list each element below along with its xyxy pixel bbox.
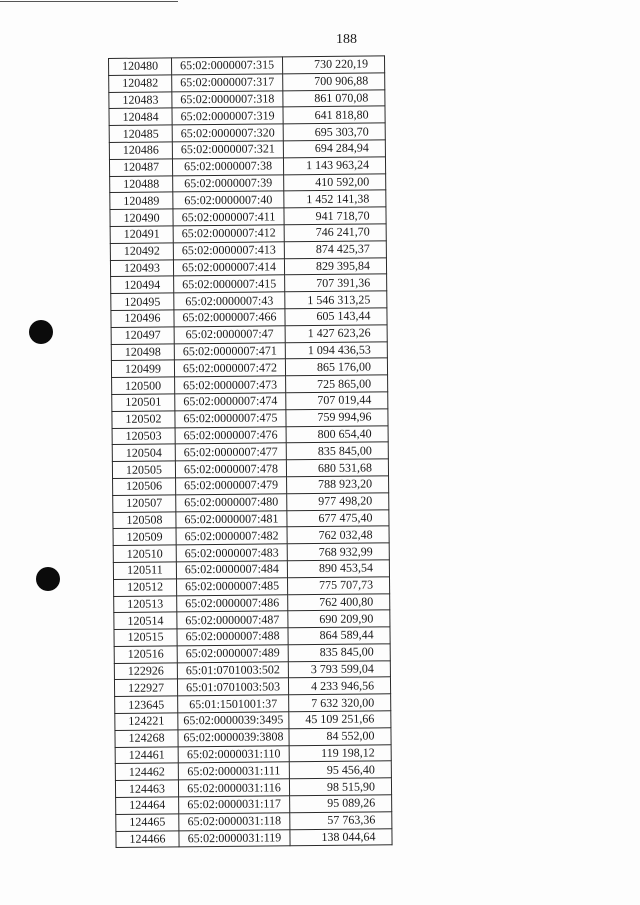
record-number-cell: 120504 <box>112 444 175 461</box>
value-cell: 3 793 599,04 <box>288 661 390 679</box>
record-number-cell: 124464 <box>116 797 179 814</box>
value-cell: 641 818,80 <box>283 106 385 124</box>
value-cell: 707 019,44 <box>286 392 388 410</box>
record-number-cell: 120513 <box>114 595 177 612</box>
cadastral-number-cell: 65:02:0000007:466 <box>174 309 285 327</box>
cadastral-number-cell: 65:02:0000007:39 <box>173 174 284 192</box>
record-number-cell: 120483 <box>109 91 172 108</box>
punch-hole <box>36 567 60 591</box>
value-cell: 4 233 946,56 <box>288 677 390 695</box>
record-number-cell: 122926 <box>114 663 177 680</box>
record-number-cell: 124221 <box>115 713 178 730</box>
record-number-cell: 120489 <box>110 192 173 209</box>
record-number-cell: 120506 <box>113 478 176 495</box>
record-number-cell: 120480 <box>109 58 172 75</box>
record-number-cell: 124461 <box>115 747 178 764</box>
cadastral-number-cell: 65:02:0000007:478 <box>175 460 286 478</box>
value-cell: 680 531,68 <box>286 459 388 477</box>
record-number-cell: 124268 <box>115 730 178 747</box>
record-number-cell: 120484 <box>109 108 172 125</box>
cadastral-number-cell: 65:02:0000007:413 <box>173 242 284 260</box>
record-number-cell: 120511 <box>113 562 176 579</box>
cadastral-number-cell: 65:02:0000007:484 <box>176 561 287 579</box>
record-number-cell: 120499 <box>111 360 174 377</box>
value-cell: 762 032,48 <box>287 526 389 544</box>
value-cell: 7 632 320,00 <box>289 694 391 712</box>
cadastral-number-cell: 65:02:0000007:488 <box>177 628 288 646</box>
cadastral-number-cell: 65:02:0000007:476 <box>175 426 286 444</box>
record-number-cell: 120505 <box>112 461 175 478</box>
record-number-cell: 120507 <box>113 495 176 512</box>
cadastral-number-cell: 65:02:0000007:414 <box>173 258 284 276</box>
cadastral-number-cell: 65:02:0000007:320 <box>172 124 283 142</box>
cadastral-number-cell: 65:02:0000007:472 <box>174 359 285 377</box>
record-number-cell: 120501 <box>112 394 175 411</box>
cadastral-number-cell: 65:02:0000039:3495 <box>178 712 289 730</box>
value-cell: 605 143,44 <box>285 308 387 326</box>
cadastral-number-cell: 65:02:0000031:117 <box>179 796 290 814</box>
cadastral-number-cell: 65:02:0000007:473 <box>175 376 286 394</box>
table-body <box>109 56 393 848</box>
record-number-cell: 120510 <box>113 545 176 562</box>
value-cell: 1 452 141,38 <box>284 190 386 208</box>
record-number-cell: 120485 <box>109 125 172 142</box>
value-cell: 1 427 623,26 <box>285 325 387 343</box>
value-cell: 677 475,40 <box>287 509 389 527</box>
record-number-cell: 124462 <box>115 763 178 780</box>
cadastral-number-cell: 65:02:0000007:415 <box>174 275 285 293</box>
value-cell: 410 592,00 <box>284 173 386 191</box>
cadastral-number-cell: 65:02:0000007:43 <box>174 292 285 310</box>
value-cell: 864 589,44 <box>288 627 390 645</box>
value-cell: 746 241,70 <box>284 224 386 242</box>
record-number-cell: 120514 <box>114 612 177 629</box>
cadastral-number-cell: 65:02:0000007:475 <box>175 410 286 428</box>
record-number-cell: 120487 <box>109 159 172 176</box>
cadastral-number-cell: 65:02:0000007:487 <box>177 611 288 629</box>
value-cell: 775 707,73 <box>287 577 389 595</box>
value-cell: 707 391,36 <box>285 274 387 292</box>
cadastral-number-cell: 65:02:0000007:477 <box>175 443 286 461</box>
cadastral-number-cell: 65:02:0000031:119 <box>179 829 290 847</box>
cadastral-number-cell: 65:02:0000007:474 <box>175 393 286 411</box>
record-number-cell: 120500 <box>112 377 175 394</box>
value-cell: 800 654,40 <box>286 425 388 443</box>
cadastral-number-cell: 65:02:0000007:321 <box>172 141 283 159</box>
page-number: 188 <box>336 32 357 47</box>
cadastral-number-cell: 65:02:0000007:38 <box>172 158 283 176</box>
value-cell: 874 425,37 <box>284 241 386 259</box>
cadastral-number-cell: 65:02:0000007:481 <box>176 510 287 528</box>
value-cell: 1 143 963,24 <box>283 157 385 175</box>
value-cell: 725 865,00 <box>286 375 388 393</box>
top-rule <box>0 1 178 2</box>
record-number-cell: 120488 <box>110 175 173 192</box>
record-number-cell: 120516 <box>114 646 177 663</box>
value-cell: 98 515,90 <box>289 778 391 796</box>
record-number-cell: 120515 <box>114 629 177 646</box>
record-number-cell: 120491 <box>110 226 173 243</box>
cadastral-number-cell: 65:02:0000031:111 <box>178 762 289 780</box>
value-cell: 861 070,08 <box>283 89 385 107</box>
cadastral-number-cell: 65:02:0000007:483 <box>176 544 287 562</box>
value-cell: 138 044,64 <box>290 828 392 846</box>
record-number-cell: 120492 <box>110 243 173 260</box>
cadastral-number-cell: 65:02:0000007:482 <box>176 527 287 545</box>
record-number-cell: 124466 <box>116 831 179 848</box>
cadastral-number-cell: 65:02:0000007:412 <box>173 225 284 243</box>
cadastral-number-cell: 65:02:0000007:318 <box>172 90 283 108</box>
record-number-cell: 120502 <box>112 411 175 428</box>
value-cell: 1 094 436,53 <box>285 341 387 359</box>
cadastral-number-cell: 65:02:0000007:479 <box>176 477 287 495</box>
record-number-cell: 124465 <box>116 814 179 831</box>
data-table <box>108 55 393 848</box>
value-cell: 829 395,84 <box>284 257 386 275</box>
value-cell: 941 718,70 <box>284 207 386 225</box>
cadastral-number-cell: 65:02:0000031:116 <box>178 779 289 797</box>
value-cell: 700 906,88 <box>283 73 385 91</box>
table-row <box>116 828 392 847</box>
value-cell: 1 546 313,25 <box>285 291 387 309</box>
cadastral-number-cell: 65:02:0000007:489 <box>177 645 288 663</box>
record-number-cell: 120496 <box>111 310 174 327</box>
cadastral-number-cell: 65:02:0000007:40 <box>173 191 284 209</box>
record-number-cell: 120498 <box>111 343 174 360</box>
record-number-cell: 120494 <box>111 276 174 293</box>
punch-hole <box>29 320 53 344</box>
cadastral-number-cell: 65:02:0000007:480 <box>176 494 287 512</box>
record-number-cell: 122927 <box>114 679 177 696</box>
cadastral-number-cell: 65:02:0000007:319 <box>172 107 283 125</box>
cadastral-number-cell: 65:02:0000039:3808 <box>178 729 289 747</box>
cadastral-number-cell: 65:02:0000007:411 <box>173 208 284 226</box>
value-cell: 690 209,90 <box>288 610 390 628</box>
value-cell: 695 303,70 <box>283 123 385 141</box>
cadastral-number-cell: 65:02:0000007:486 <box>177 594 288 612</box>
value-cell: 95 456,40 <box>289 761 391 779</box>
record-number-cell: 120512 <box>114 579 177 596</box>
cadastral-number-cell: 65:02:0000031:110 <box>178 745 289 763</box>
cadastral-number-cell: 65:02:0000007:471 <box>174 342 285 360</box>
record-number-cell: 120509 <box>113 528 176 545</box>
value-cell: 95 089,26 <box>290 795 392 813</box>
value-cell: 45 109 251,66 <box>289 711 391 729</box>
record-number-cell: 120493 <box>110 259 173 276</box>
cadastral-number-cell: 65:01:1501001:37 <box>178 695 289 713</box>
value-cell: 730 220,19 <box>282 56 384 74</box>
value-cell: 890 453,54 <box>287 560 389 578</box>
record-number-cell: 120495 <box>111 293 174 310</box>
record-number-cell: 120508 <box>113 511 176 528</box>
data-table-container <box>108 58 382 862</box>
value-cell: 835 845,00 <box>286 442 388 460</box>
cadastral-number-cell: 65:02:0000031:118 <box>179 813 290 831</box>
cadastral-number-cell: 65:02:0000007:317 <box>172 74 283 92</box>
record-number-cell: 120490 <box>110 209 173 226</box>
record-number-cell: 120503 <box>112 427 175 444</box>
value-cell: 788 923,20 <box>287 476 389 494</box>
record-number-cell: 124463 <box>115 780 178 797</box>
record-number-cell: 120486 <box>109 142 172 159</box>
value-cell: 119 198,12 <box>289 744 391 762</box>
record-number-cell: 123645 <box>115 696 178 713</box>
value-cell: 57 763,36 <box>290 812 392 830</box>
value-cell: 84 552,00 <box>289 728 391 746</box>
record-number-cell: 120497 <box>111 327 174 344</box>
cadastral-number-cell: 65:02:0000007:47 <box>174 326 285 344</box>
cadastral-number-cell: 65:01:0701003:502 <box>177 661 288 679</box>
value-cell: 762 400,80 <box>288 593 390 611</box>
value-cell: 977 498,20 <box>287 493 389 511</box>
cadastral-number-cell: 65:02:0000007:315 <box>172 57 283 75</box>
record-number-cell: 120482 <box>109 75 172 92</box>
value-cell: 759 994,96 <box>286 409 388 427</box>
value-cell: 768 932,99 <box>287 543 389 561</box>
cadastral-number-cell: 65:01:0701003:503 <box>177 678 288 696</box>
cadastral-number-cell: 65:02:0000007:485 <box>177 578 288 596</box>
value-cell: 694 284,94 <box>283 140 385 158</box>
value-cell: 835 845,00 <box>288 644 390 662</box>
value-cell: 865 176,00 <box>285 358 387 376</box>
